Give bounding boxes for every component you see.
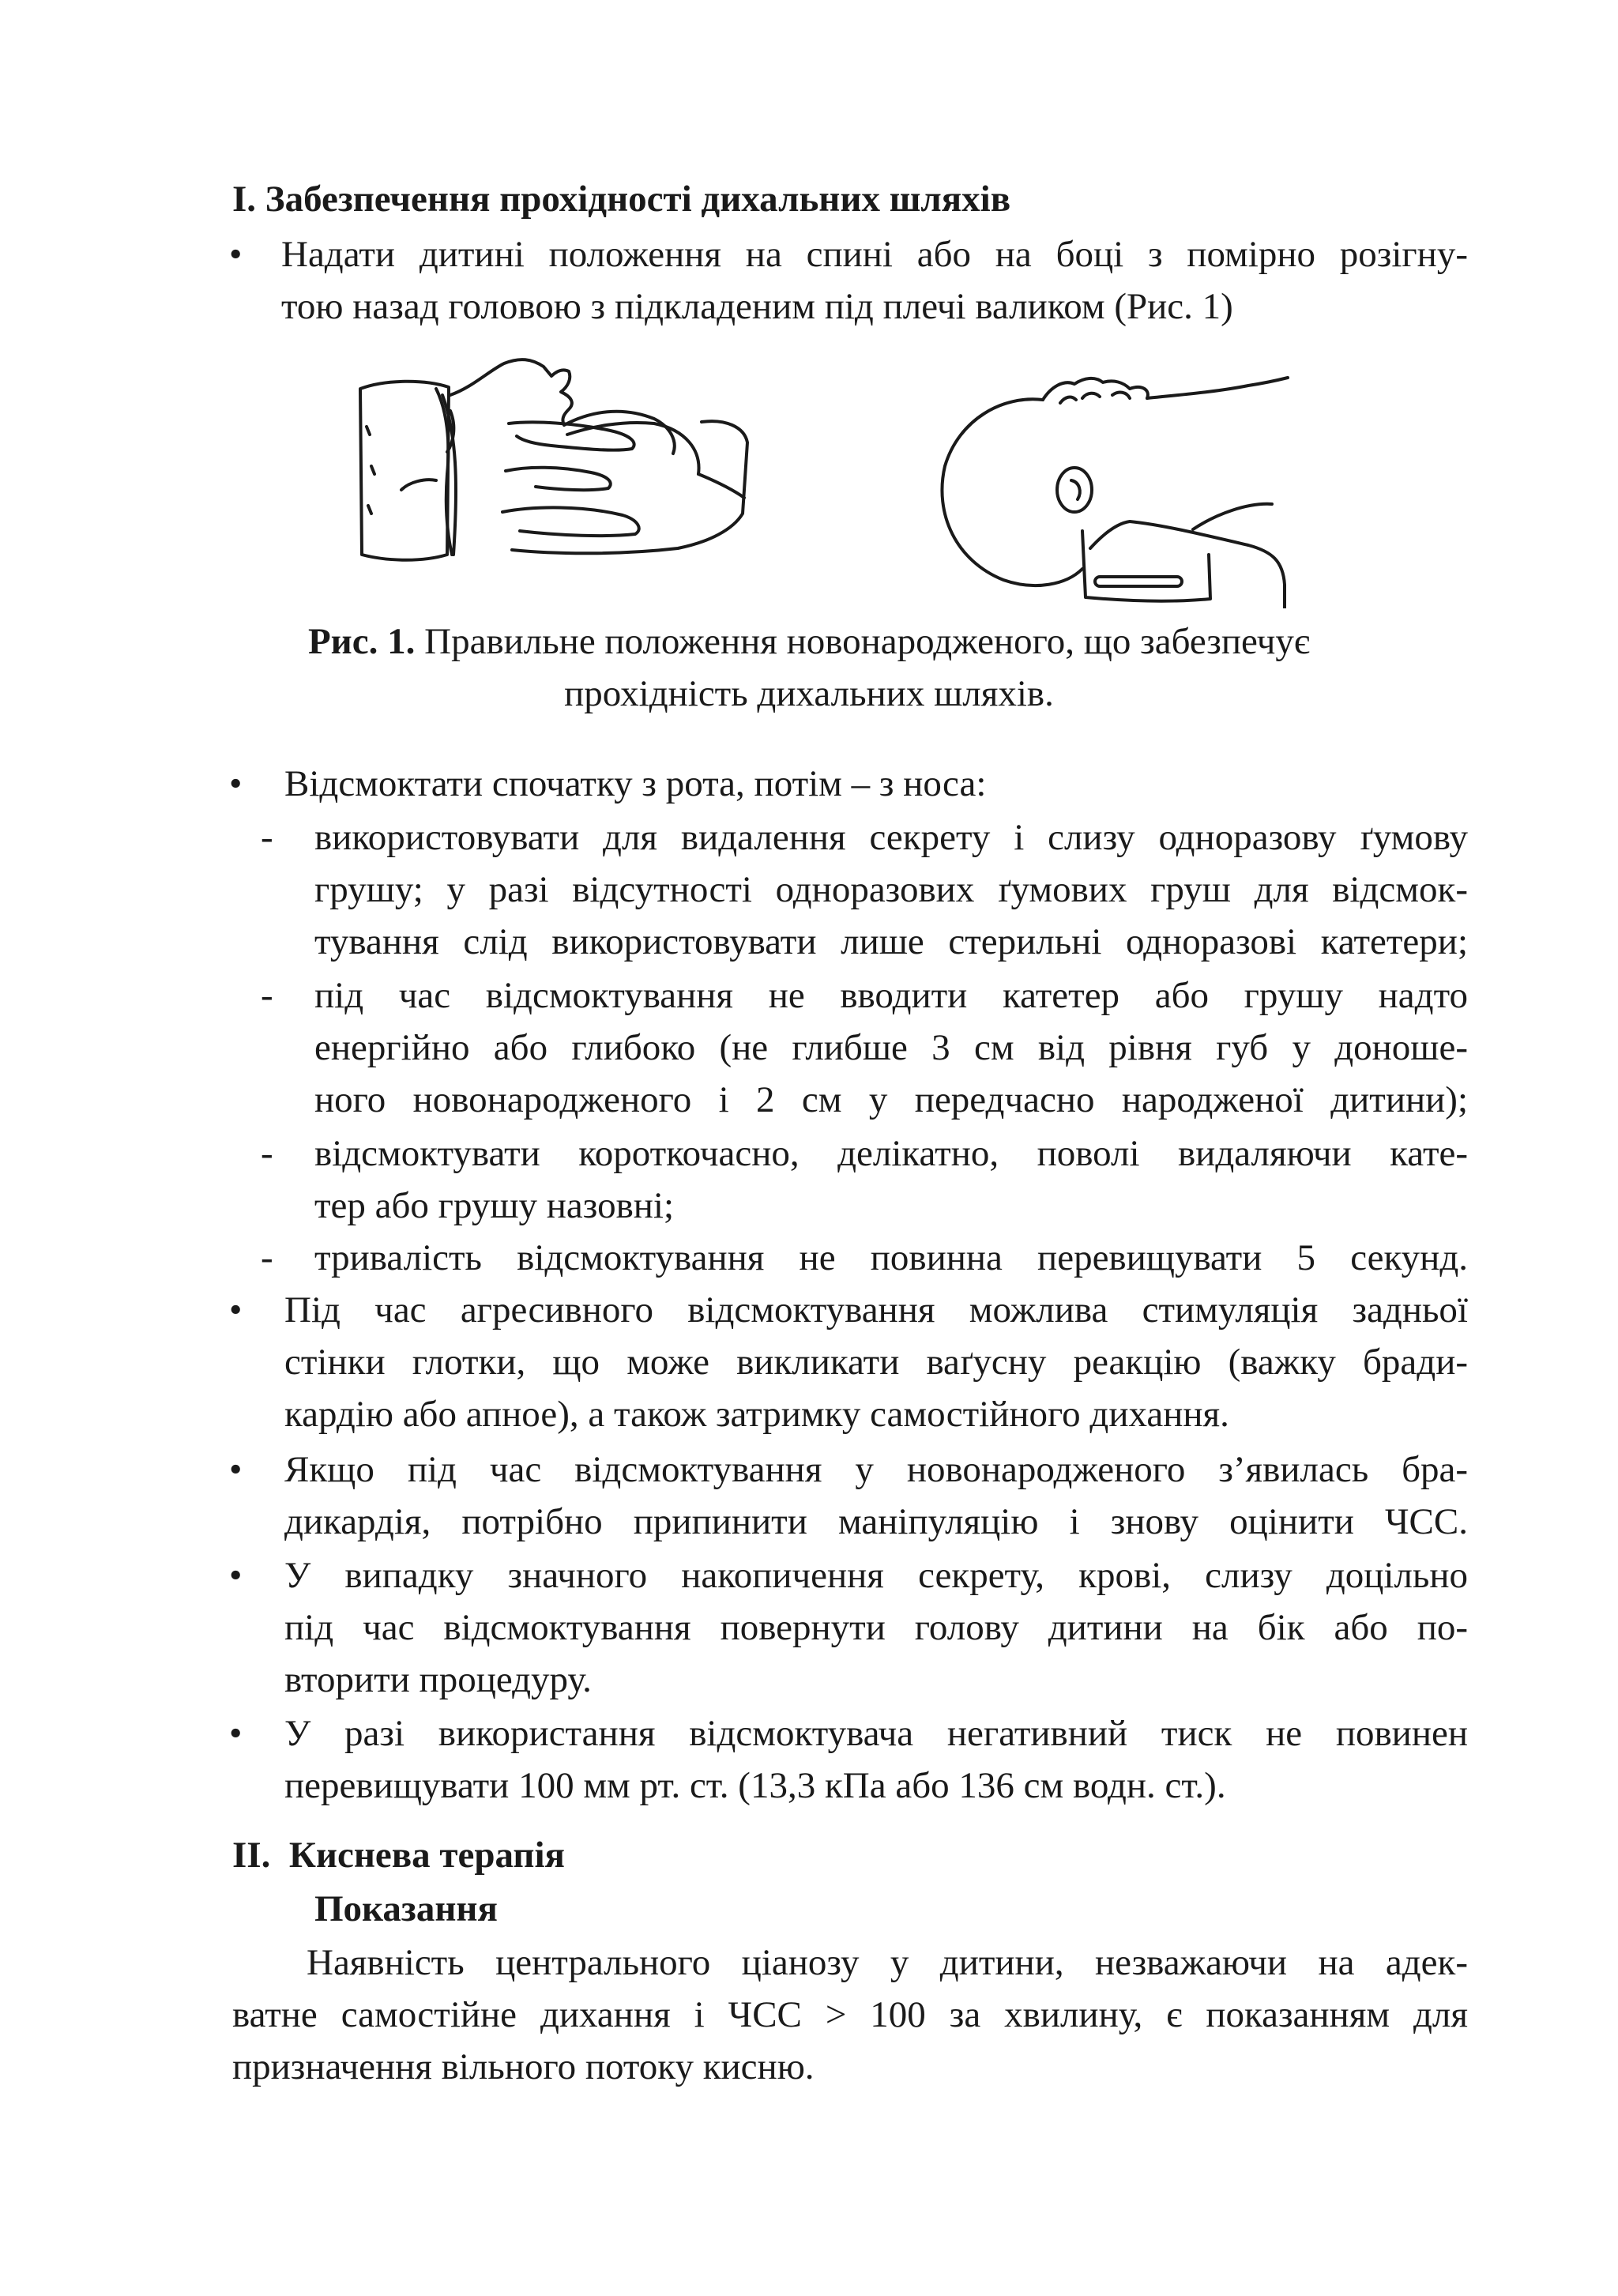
- text-line: У випадку значного накопичення секрету, крові, слизу доцільно: [284, 1555, 1468, 1596]
- text-line: під час відсмоктування не вводити катетер або грушу надто: [314, 975, 1468, 1016]
- text-line: тування слід використовувати лише стерильні одноразові катетери;: [314, 921, 1468, 962]
- text-line: Відсмоктати спочатку з рота, потім – з носа:: [284, 763, 987, 804]
- text-line: стінки глотки, що може викликати ваґусну реакцію (важку бради-: [284, 1342, 1468, 1383]
- text-line: тривалість відсмоктування не повинна перевищувати 5 секунд.: [314, 1237, 1468, 1278]
- text-line: ного новонародженого і 2 см у передчасно народженої дитини);: [314, 1079, 1468, 1120]
- text-line: Під час агресивного відсмоктування можлива стимуляція задньої: [284, 1289, 1468, 1331]
- text-line: тою назад головою з підкладеним під плечі валиком (Рис. 1): [281, 286, 1233, 327]
- text-line: тер або грушу назовні;: [314, 1185, 675, 1226]
- bullet-marker: •: [229, 1289, 243, 1331]
- paragraph-line: призначення вільного потоку кисню.: [232, 2046, 815, 2087]
- dash-marker: -: [261, 1237, 273, 1278]
- figure-caption: [0, 618, 1618, 665]
- dash-marker: -: [261, 1133, 273, 1174]
- text-line: під час відсмоктування повернути голову дитини на бік або по-: [284, 1607, 1468, 1648]
- section-2-subtitle: Показання: [314, 1888, 498, 1929]
- text-line: вторити процедуру.: [284, 1659, 592, 1700]
- figure-caption-text: Правильне положення новонародженого, що забезпечує: [424, 621, 1311, 662]
- text-line: енергійно або глибоко (не глибше 3 см від рівня губ у доноше-: [314, 1027, 1468, 1068]
- text-line: використовувати для видалення секрету і слизу одноразову ґумову: [314, 817, 1468, 858]
- bullet-marker: •: [229, 763, 243, 804]
- bullet-marker: •: [229, 234, 243, 275]
- text-line: кардію або апное), а також затримку самостійного дихання.: [284, 1394, 1229, 1435]
- dash-marker: -: [261, 975, 273, 1016]
- paragraph-line: ватне самостійне дихання і ЧСС > 100 за хвилину, є показанням для: [232, 1994, 1468, 2035]
- section-2-title: ІІ. Киснева терапія: [232, 1835, 565, 1876]
- text-line: перевищувати 100 мм рт. ст. (13,3 кПа або 136 см водн. ст.).: [284, 1765, 1226, 1806]
- text-line: відсмоктувати короткочасно, делікатно, поволі видаляючи кате-: [314, 1133, 1468, 1174]
- bullet-marker: •: [229, 1449, 243, 1490]
- paragraph-line: Наявність центрального ціанозу у дитини, незважаючи на адек-: [307, 1942, 1468, 1983]
- dash-marker: -: [261, 817, 273, 858]
- text-line: грушу; у разі відсутності одноразових ґумових груш для відсмок-: [314, 869, 1468, 910]
- text-line: У разі використання відсмоктувача негативний тиск не повинен: [284, 1713, 1468, 1754]
- bullet-marker: •: [229, 1555, 243, 1596]
- figure-left-hands-supporting-head: [354, 348, 796, 585]
- figure-caption-line-2: прохідність дихальних шляхів.: [564, 673, 1054, 714]
- bullet-marker: •: [229, 1713, 243, 1754]
- figure-right-baby-on-roll: [916, 348, 1296, 608]
- figure-caption-label: Рис. 1.: [307, 621, 416, 662]
- text-line: Надати дитині положення на спині або на боці з помірно розігну-: [281, 234, 1468, 275]
- section-1-title: І. Забезпечення прохідності дихальних шляхів: [232, 179, 1011, 220]
- text-line: Якщо під час відсмоктування у новонародженого з’явилась бра-: [284, 1449, 1468, 1490]
- text-line: дикардія, потрібно припинити маніпуляцію і знову оцінити ЧСС.: [284, 1501, 1468, 1542]
